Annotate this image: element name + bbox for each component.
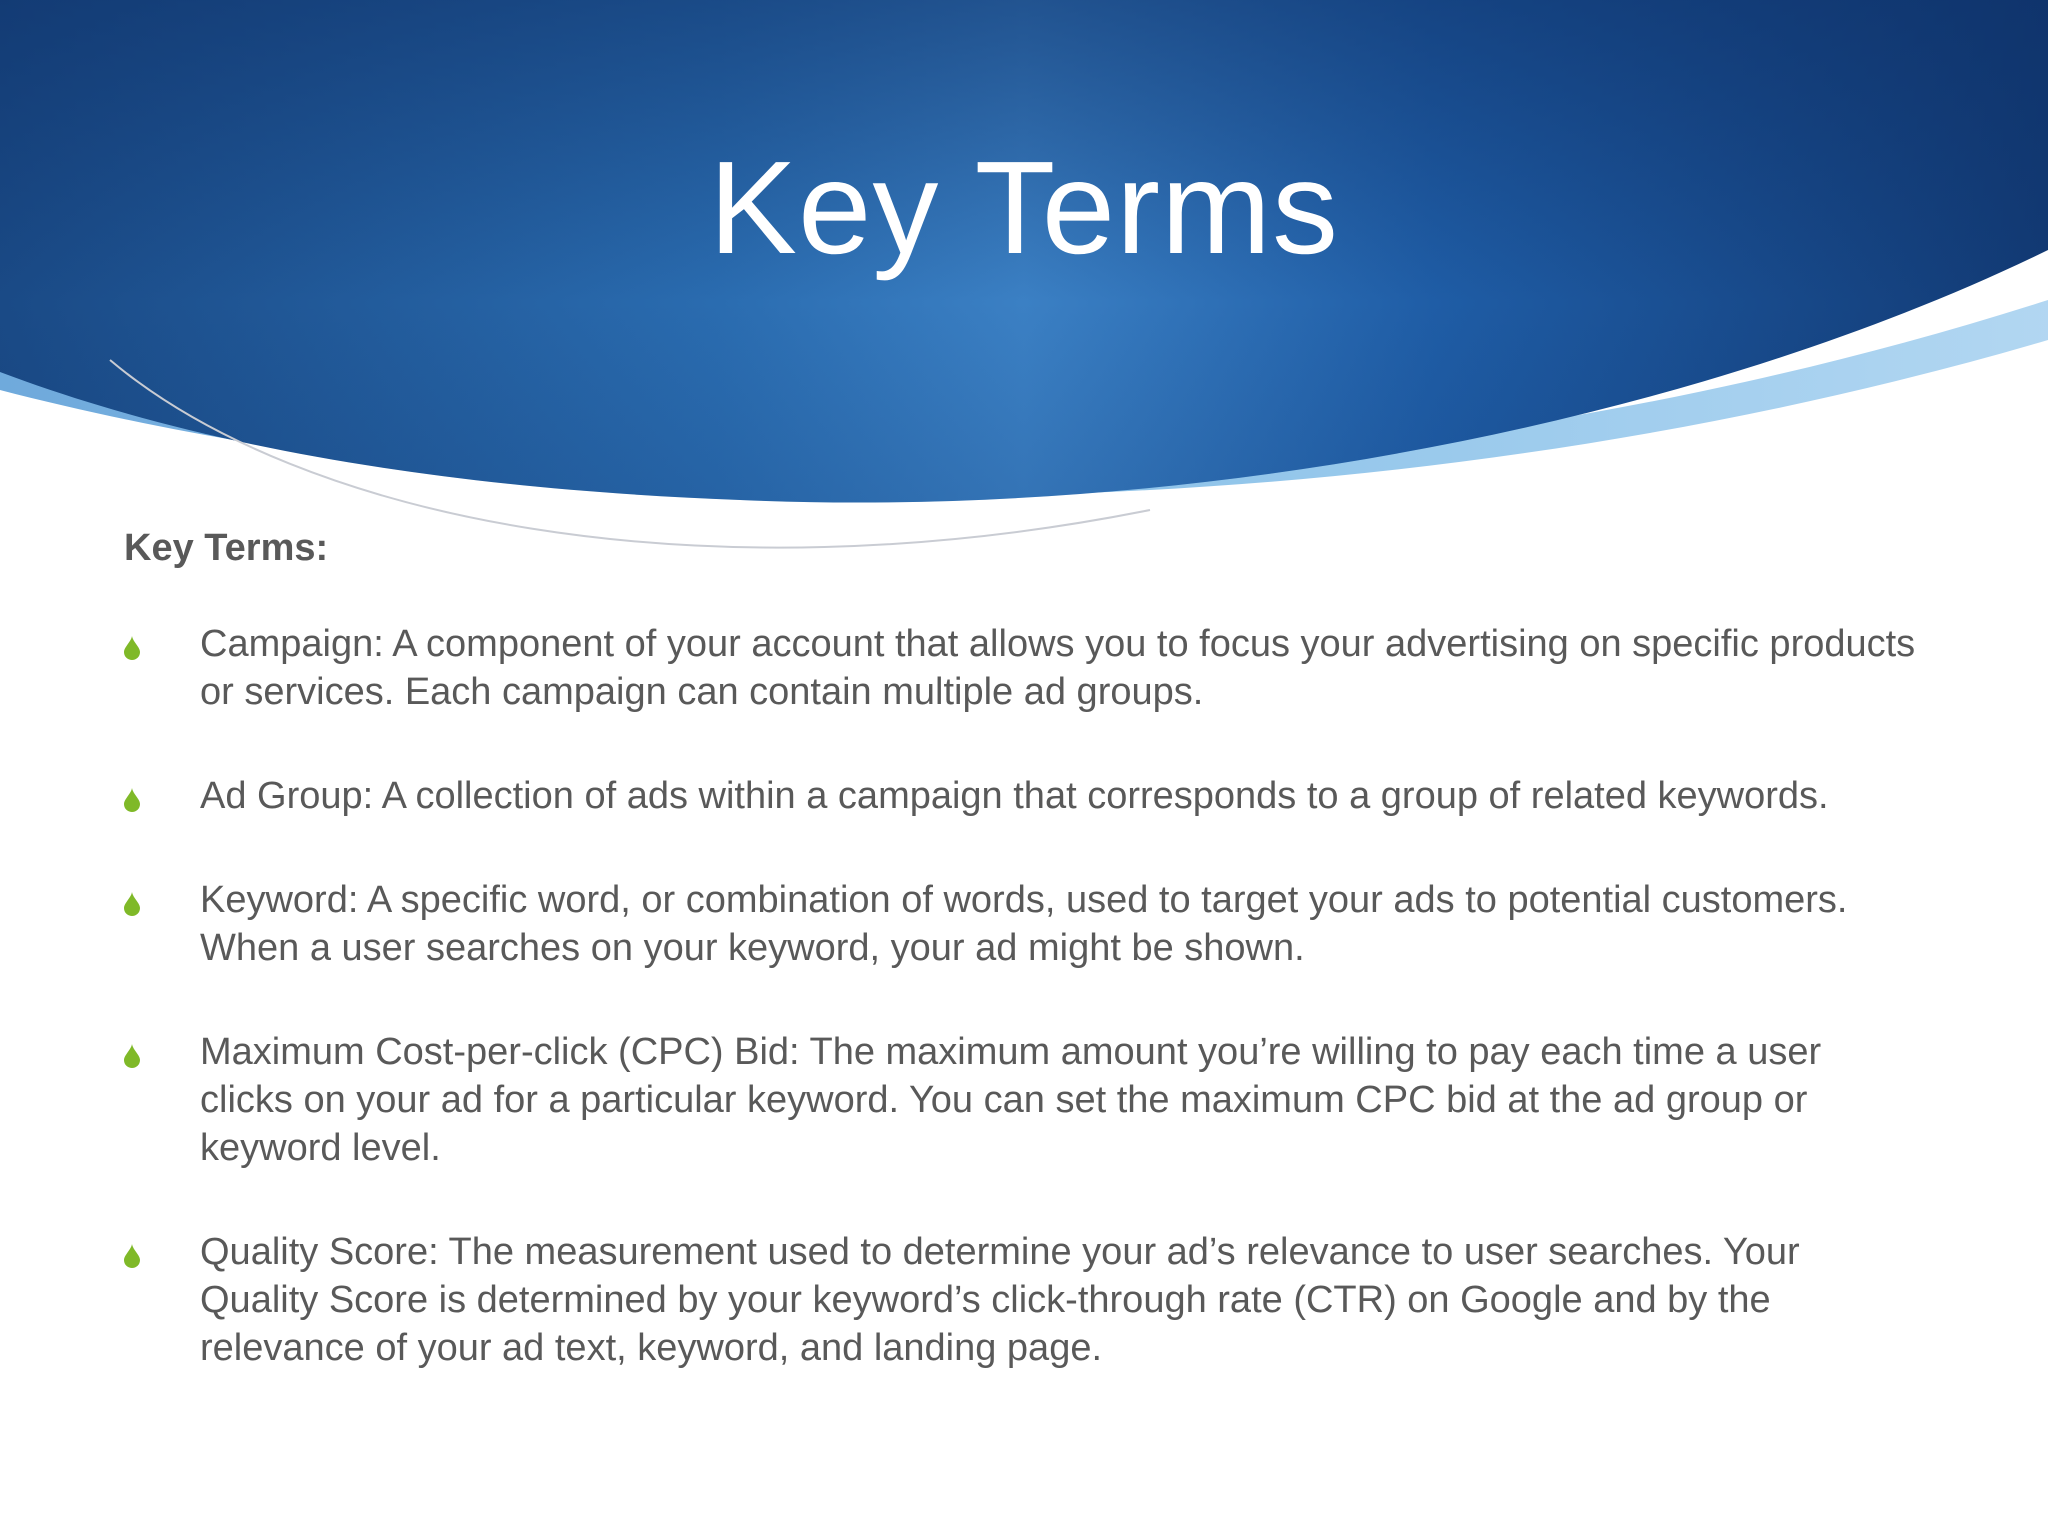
leaf-bullet-icon bbox=[124, 892, 140, 916]
leaf-bullet-icon bbox=[124, 636, 140, 660]
leaf-bullet-icon bbox=[124, 788, 140, 812]
leaf-bullet-icon bbox=[124, 1044, 140, 1068]
slide-title: Key Terms bbox=[708, 134, 1340, 281]
term-text: Keyword: A specific word, or combination of words, used to target your ads to potential customers. When a user searches on your keyword, your ad might be shown. bbox=[200, 879, 1848, 969]
term-max-cpc-bid bbox=[124, 1028, 1924, 1172]
term-text: Ad Group: A collection of ads within a campaign that corresponds to a group of related keywords. bbox=[200, 775, 1829, 817]
terms-list bbox=[124, 620, 1924, 1372]
section-heading: Key Terms: bbox=[124, 527, 329, 569]
content-area bbox=[124, 520, 1924, 1428]
leaf-bullet-icon bbox=[124, 1244, 140, 1268]
term-text: Campaign: A component of your account that allows you to focus your advertising on specific products or services. Each campaign can contain multiple ad groups. bbox=[200, 623, 1916, 713]
term-keyword bbox=[124, 876, 1924, 972]
term-campaign bbox=[124, 620, 1924, 716]
term-text: Maximum Cost-per-click (CPC) Bid: The maximum amount you’re willing to pay each time a user clicks on your ad for a particular keyword. You can set the maximum CPC bid at the ad group or keyword level. bbox=[200, 1031, 1822, 1169]
term-text: Quality Score: The measurement used to determine your ad’s relevance to user searches. Your Quality Score is determined by your keyword’s click-through rate (CTR) on Google and by the relevance of your ad text, keyword, and landing page. bbox=[200, 1231, 1800, 1369]
term-quality-score bbox=[124, 1228, 1924, 1372]
header-banner bbox=[0, 0, 2048, 600]
term-ad-group bbox=[124, 772, 1924, 820]
